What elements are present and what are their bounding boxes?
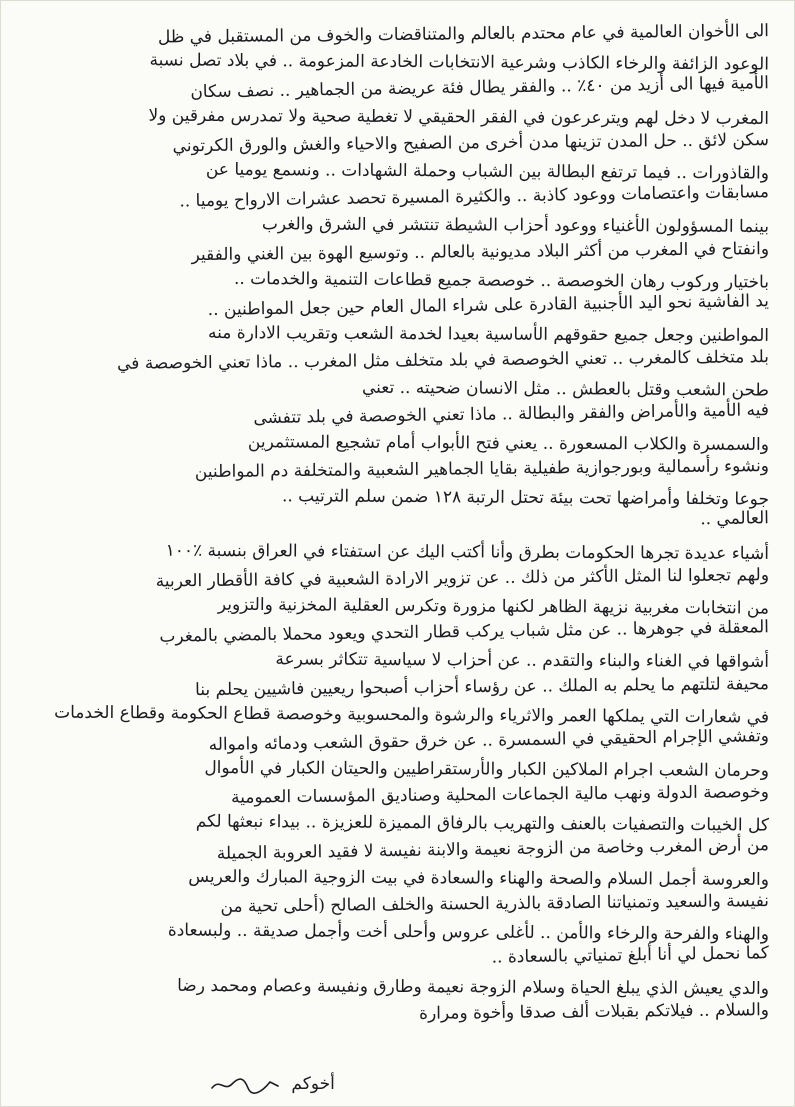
handwritten-letter-body xyxy=(26,22,769,1077)
letter-line: نفيسة والسعيد وتمنياتنا الصادقة بالذرية الحسنة والخلف الصالح (أحلى تحية من xyxy=(220,891,770,917)
letter-line: والقاذورات .. فيما ترتفع البطالة بين الشباب وحملة الشهادات .. ونسمع يوميا عن xyxy=(205,159,770,184)
letter-line: باختيار وركوب رهان الخوصصة .. خوصصة جميع قطاعات التنمية والخدمات .. xyxy=(233,268,770,293)
letter-line: كل الخيبات والتصفيات بالعنف والتهريب بالرفاق المميزة للعزيزة .. بيداء نبعثها لكم xyxy=(195,812,770,837)
letter-line: من أرض المغرب وخاصة من الزوجة نعيمة والابنة نفيسة لا فقيد العروبة الجميلة xyxy=(216,834,770,864)
letter-line: ولهم تجعلوا لنا المثل الأكثر من ذلك .. عن تزوير الارادة الشعبية في كافة الأقطار العربية xyxy=(155,564,770,592)
letter-line: والهناء والفرحة والرخاء والأمن .. لأغلى عروس وأحلى أخت وأجمل صديقة .. ولبسعادة xyxy=(167,920,770,945)
letter-line: يد الفاشية نحو اليد الأجنبية القادرة على شراء المال العام حين جعل المواطنين .. xyxy=(207,291,770,320)
letter-line: كما نحمل لي أنا أبلغ تمنياتي بالسعادة .. xyxy=(491,943,770,968)
letter-line: بينما المسؤولون الأغنياء ووعود أحزاب الشيطة تنتشر في الشرق والغرب xyxy=(261,214,770,238)
letter-line: وحرمان الشعب اجرام الملاكين الكبار والأرستقراطيين والحيتان الكبار في الأموال xyxy=(204,758,770,782)
letter-line: مسابقات واعتصامات ووعود كاذبة .. والكثيرة المسيرة تحصد عشرات الارواح يوميا .. xyxy=(179,182,770,212)
letter-line: المعقلة في جوهرها .. عن مثل شباب يركب قطار التحدي ويعود محملا بالمضي بالمغرب xyxy=(159,617,770,647)
letter-line: وانفتاح في المغرب من أكثر البلاد مديونية بالعالم .. وتوسيع الهوة بين الغني والفقير xyxy=(191,238,770,265)
letter-line: أشواقها في الغناء والبناء والتقدم .. عن أحزاب لا سياسية تتكاثر بسرعة xyxy=(275,649,770,673)
letter-line: محيفة لتلتهم ما يحلم به الملك .. عن رؤساء أحزاب أصبحوا ريعيين فاشيين يحلم بنا xyxy=(195,673,770,700)
signature-block xyxy=(210,1074,335,1094)
letter-line: وخوصصة الدولة ونهب مالية الجماعات المحلية وصناديق المؤسسات العمومية xyxy=(230,782,770,808)
letter-line: بلد متخلف كالمغرب .. تعني الخوصصة في بلد متخلف مثل المغرب .. ماذا تعني الخوصصة في xyxy=(116,347,770,375)
letter-line: في شعارات التي يملكها العمر والاثرياء والرشوة والمحسوبية وخوصصة قطاع الحكومة وقطاع الخدمات xyxy=(54,702,770,728)
letter-line: ونشوء رأسمالية وبورجوازية طفيلية بقايا الجماهير الشعبية والمتخلفة دم المواطنين xyxy=(194,456,770,483)
letter-line: جوعا وتخلفا وأمراضها تحت بيئة تحتل الرتبة ١٢٨ ضمن سلم الترتيب .. xyxy=(281,486,770,510)
letter-line: من انتخابات مغربية نزيهة الظاهر لكنها مزورة وتكرس العقلية المخزنية والتزوير xyxy=(217,594,770,619)
letter-line: والعروسة أجمل السلام والصحة والهناء والسعادة في بيت الزوجية المبارك والعريس xyxy=(188,866,770,890)
letter-line: طحن الشعب وقتل بالعطش .. مثل الانسان ضحيته .. تعني xyxy=(361,378,770,402)
letter-line: والسلام .. فيلاتكم بقبلات ألف صدقا وأخوة ومرارة xyxy=(419,999,770,1024)
letter-line: العالمي .. xyxy=(700,508,770,530)
letter-line: أشياء عديدة تجرها الحكومات بطرق وأنا أكتب اليك عن استفتاء في العراق بنسبة ٪١٠٠ xyxy=(165,540,770,564)
letter-line: سكن لائق .. حل المدن تزينها مدن أخرى من الصفيح والاحياء والغش والورق الكرتوني xyxy=(172,129,770,157)
letter-line: والسمسرة والكلاب المسعورة .. يعني فتح الأبواب أمام تشجيع المستثمرين xyxy=(247,432,770,455)
signature-scribble xyxy=(210,1076,280,1094)
letter-line: المواطنين وجعل جميع حقوقهم الأساسية بعيدا لخدمة الشعب وتقريب الادارة منه xyxy=(207,323,770,347)
letter-line: والدي يعيش الذي يبلغ الحياة وسلام الزوجة نعيمة وطارق ونفيسة وعصام ومحمد رضا xyxy=(177,975,770,999)
letter-line: المغرب لا دخل لهم ويترعرعون في الفقر الحقيقي لا تغطية صحية ولا تمدرس مفرقين ولا xyxy=(148,105,770,129)
signature-prefix: أخوكم xyxy=(291,1074,335,1094)
letter-line: الوعود الزائفة والرخاء الكاذب وشرعية الانتخابات الخادعة المزعومة .. في بلاد تصل نسبة xyxy=(149,50,770,75)
letter-line: فيه الأمية والأمراض والفقر والبطالة .. ماذا تعني الخوصصة في بلد تتفشى xyxy=(253,399,770,428)
letter-line: وتفشي الإجرام الحقيقي في السمسرة .. عن خرق حقوق الشعب ودمائه وامواله xyxy=(208,726,770,755)
letter-line: الى الأخوان العالمية في عام محتدم بالعالم والمتناقضات والخوف من المستقبل في ظل xyxy=(157,21,770,48)
letter-line: الأمية فيها الى أزيد من ٤٠٪ .. والفقر يطال فئة عريضة من الجماهير .. نصف سكان xyxy=(190,73,770,103)
